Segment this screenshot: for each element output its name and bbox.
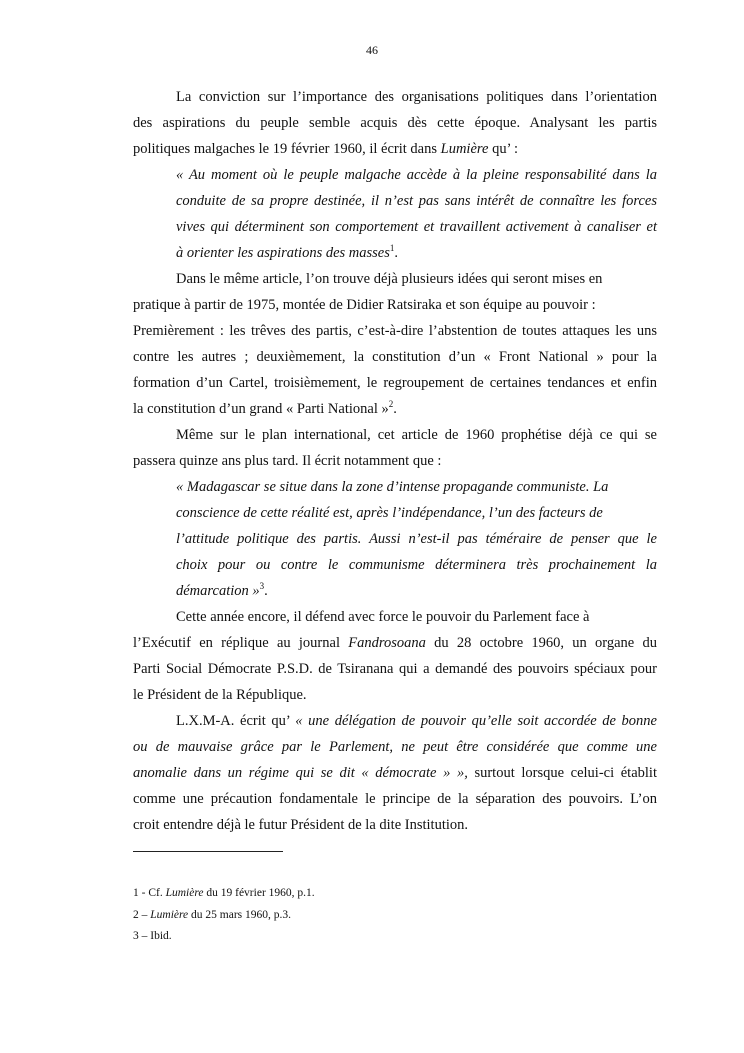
text-line: pratique à partir de 1975, montée de Didier Ratsiraka et son équipe au pouvoir :	[133, 297, 596, 313]
quote-line: « Au moment où le peuple malgache accède à la pleine responsabilité dans la	[176, 167, 657, 183]
text-line	[133, 708, 657, 734]
quote-text: anomalie dans un régime qui se dit « démocrate » »,	[133, 765, 468, 781]
footnotes	[133, 883, 315, 948]
text-line: La conviction sur l’importance des organisations politiques dans l’orientation	[176, 89, 657, 105]
text: surtout lorsque celui-ci établit	[467, 765, 657, 781]
body-text	[133, 84, 657, 838]
text: .	[393, 401, 397, 417]
quote-line	[133, 240, 657, 266]
text-line: Même sur le plan international, cet article de 1960 prophétise déjà ce qui se	[176, 427, 657, 443]
text: l’Exécutif en réplique au journal	[133, 635, 349, 651]
text-line: Parti Social Démocrate P.S.D. de Tsiranana qui a demandé des pouvoirs spéciaux pour	[133, 661, 657, 677]
quote-line: conscience de cette réalité est, après l’indépendance, l’un des facteurs de	[176, 505, 603, 521]
footnote-ref[interactable]: 3	[259, 581, 265, 591]
footnote-ref[interactable]: 2	[388, 399, 394, 409]
journal-title: Lumière	[150, 908, 189, 921]
quote-line: vives qui déterminent son comportement et travaillent activement à canaliser et	[176, 219, 657, 235]
text-line: croit entendre déjà le futur Président de la dite Institution.	[133, 817, 469, 833]
text: à orienter les aspirations des masses	[176, 245, 390, 261]
text: la constitution d’un grand « Parti National »	[133, 401, 389, 417]
text-line: des aspirations du peuple semble acquis dès cette époque. Analysant les partis	[133, 115, 657, 131]
text-line: Dans le même article, l’on trouve déjà plusieurs idées qui seront mises en	[176, 271, 603, 287]
text-line	[133, 136, 657, 162]
footnote-number: 1 - Cf.	[133, 887, 166, 899]
footnote-separator	[133, 851, 283, 852]
text-line	[133, 760, 657, 786]
text-line: formation d’un Cartel, troisièmement, le regroupement de certaines tendances et enfin	[133, 375, 657, 391]
text: politiques malgaches le 19 février 1960, il écrit dans	[133, 141, 441, 157]
text: L.X.M-A. écrit qu’	[176, 713, 296, 729]
quote-text: « une délégation de pouvoir qu’elle soit accordée de bonne	[295, 713, 657, 729]
footnote	[133, 905, 315, 927]
text: démarcation »	[176, 583, 260, 599]
footnote	[133, 883, 315, 905]
journal-title: Fandrosoana	[348, 635, 426, 651]
quote-line: choix pour ou contre le communisme déterminera très prochainement la	[176, 557, 657, 573]
page-number: 46	[366, 43, 378, 57]
text-line: contre les autres ; deuxièmement, la constitution d’un « Front National » pour la	[133, 349, 657, 365]
journal-title: Lumière	[165, 887, 204, 899]
text-line: passera quinze ans plus tard. Il écrit notamment que :	[133, 453, 442, 469]
footnote-number: 3 – Ibid.	[133, 930, 172, 942]
quote-line	[133, 578, 657, 604]
footnote-text: du 25 mars 1960, p.3.	[188, 908, 292, 921]
footnote-text: du 19 février 1960, p.1.	[203, 887, 315, 899]
journal-title: Lumière	[440, 141, 489, 157]
text-line: comme une précaution fondamentale le principe de la séparation des pouvoirs. L’on	[133, 791, 657, 807]
text-line: le Président de la République.	[133, 687, 307, 703]
text-line	[133, 630, 657, 656]
quote-line: ou de mauvaise grâce par le Parlement, ne peut être considérée que comme une	[133, 739, 657, 755]
quote-line: « Madagascar se situe dans la zone d’intense propagande communiste. La	[176, 479, 609, 495]
text-line	[133, 396, 657, 422]
text: du 28 octobre 1960, un organe du	[425, 635, 657, 651]
footnote-ref[interactable]: 1	[389, 243, 395, 253]
quote-line: l’attitude politique des partis. Aussi n’est-il pas téméraire de penser que le	[176, 531, 657, 547]
text: .	[394, 245, 398, 261]
text-line: Premièrement : les trêves des partis, c’est-à-dire l’abstention de toutes attaques les uns	[133, 323, 657, 339]
text: .	[264, 583, 268, 599]
text-line: Cette année encore, il défend avec force le pouvoir du Parlement face à	[176, 609, 590, 625]
footnote-number: 2 –	[133, 908, 151, 921]
quote-line: conduite de sa propre destinée, il n’est pas sans intérêt de connaître les forces	[176, 193, 657, 209]
footnote	[133, 926, 315, 948]
text: qu’ :	[488, 141, 518, 157]
